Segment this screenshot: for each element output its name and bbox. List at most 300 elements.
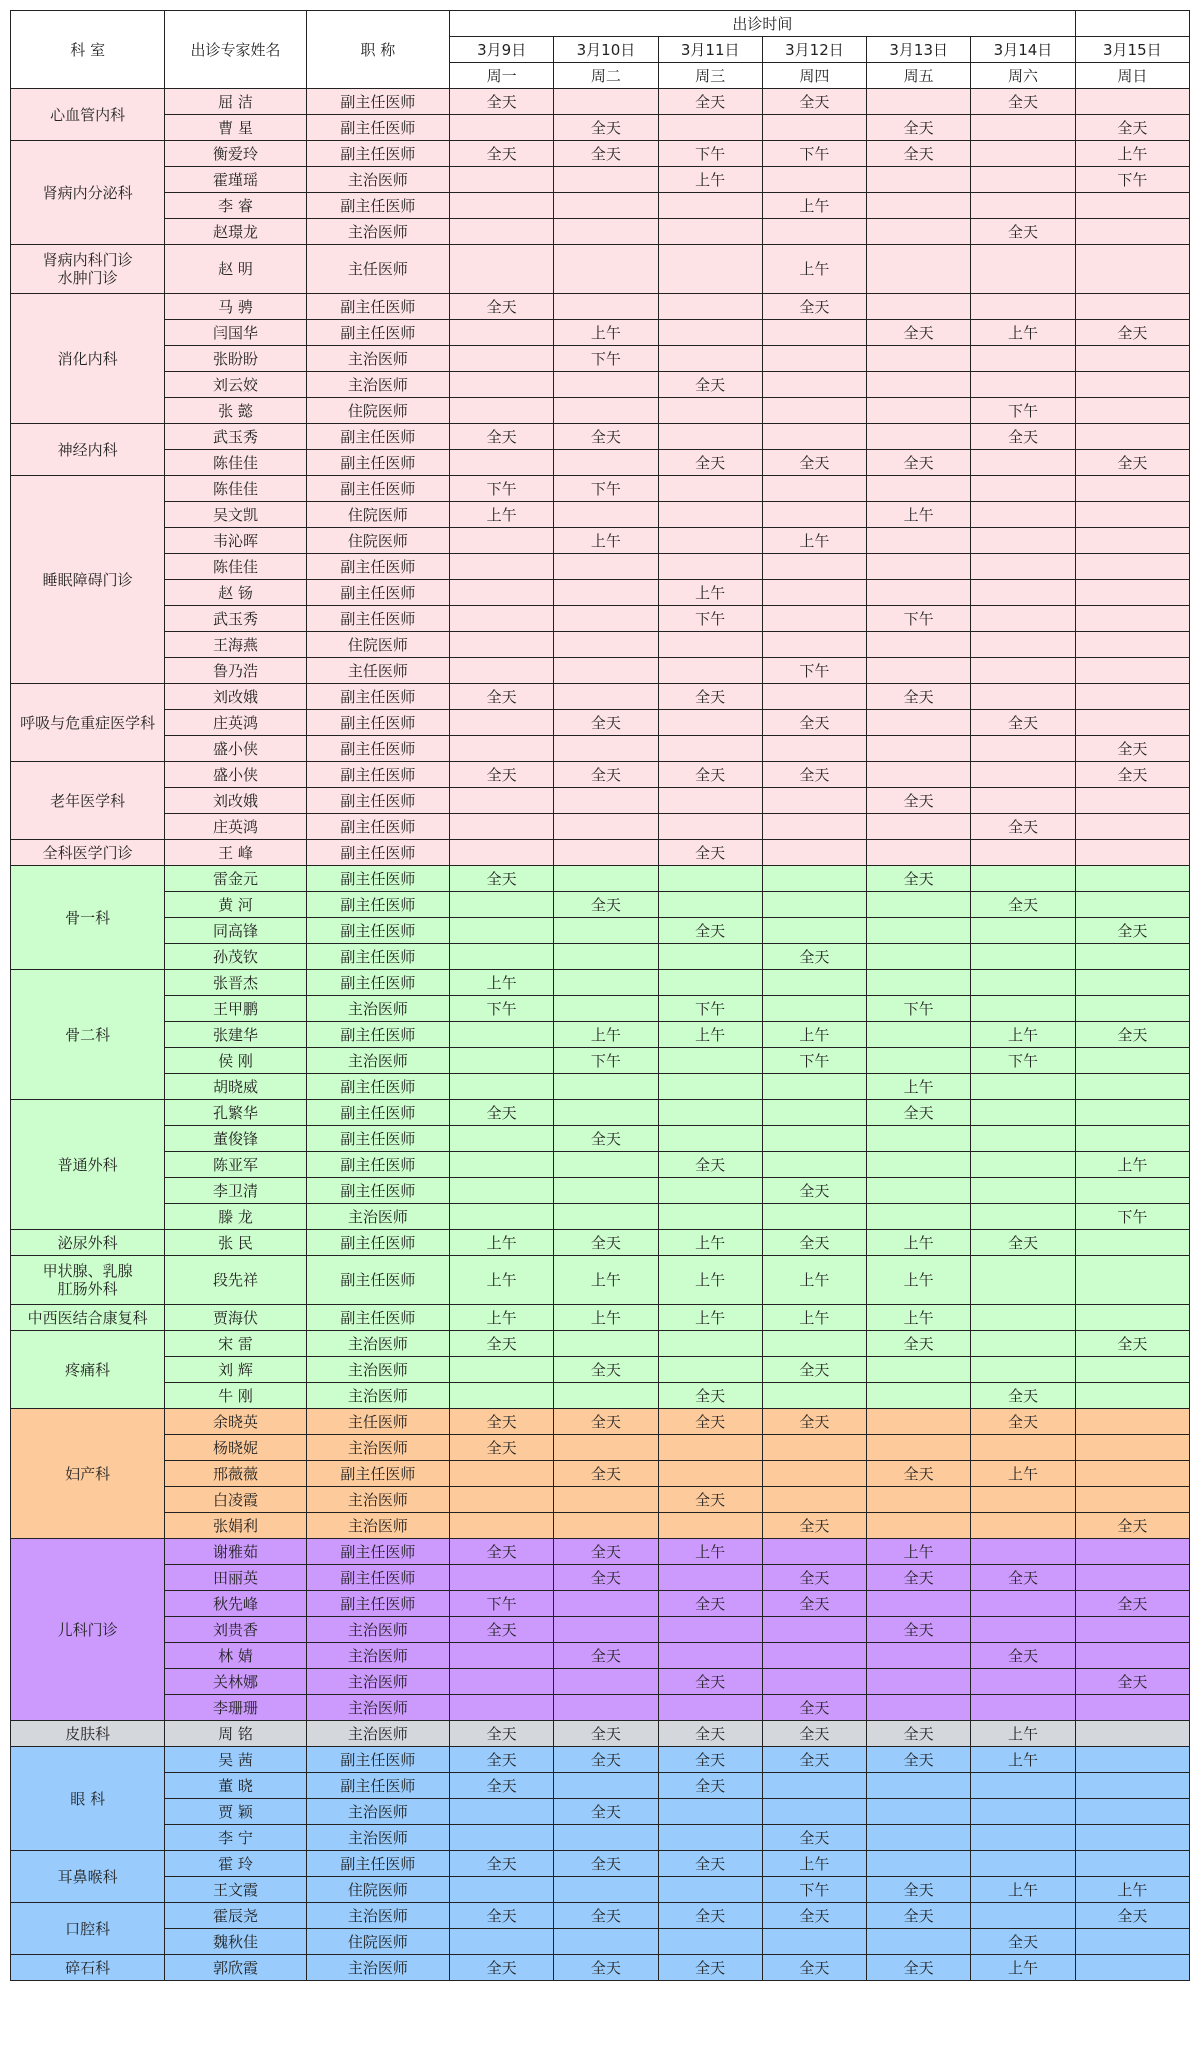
schedule-cell — [658, 970, 762, 996]
doctor-name-cell: 吴文凯 — [165, 502, 306, 528]
weekday-header: 周五 — [867, 63, 971, 89]
schedule-cell — [971, 1773, 1075, 1799]
doctor-title-cell: 副主任医师 — [306, 1256, 449, 1305]
doctor-title-cell: 副主任医师 — [306, 424, 449, 450]
table-row — [11, 710, 1190, 736]
schedule-cell: 上午 — [971, 1022, 1075, 1048]
schedule-cell — [971, 1152, 1075, 1178]
schedule-cell: 全天 — [1075, 320, 1189, 346]
schedule-cell: 上午 — [971, 1955, 1075, 1981]
schedule-cell: 全天 — [450, 89, 554, 115]
schedule-cell: 下午 — [658, 141, 762, 167]
date-header: 3月14日 — [971, 37, 1075, 63]
schedule-cell: 下午 — [1075, 1204, 1189, 1230]
schedule-cell — [1075, 372, 1189, 398]
department-cell: 妇产科 — [11, 1409, 165, 1539]
schedule-cell: 全天 — [1075, 1669, 1189, 1695]
schedule-cell — [971, 1100, 1075, 1126]
schedule-cell — [1075, 1074, 1189, 1100]
table-row — [11, 193, 1190, 219]
schedule-cell — [762, 1383, 866, 1409]
doctor-title-cell: 住院医师 — [306, 502, 449, 528]
department-cell: 睡眠障碍门诊 — [11, 476, 165, 684]
schedule-cell — [867, 970, 971, 996]
schedule-cell — [658, 1435, 762, 1461]
schedule-cell: 全天 — [1075, 1022, 1189, 1048]
schedule-cell — [762, 788, 866, 814]
table-row — [11, 1643, 1190, 1669]
table-row — [11, 1152, 1190, 1178]
schedule-cell — [450, 918, 554, 944]
schedule-cell — [762, 632, 866, 658]
doctor-name-cell: 刘云姣 — [165, 372, 306, 398]
doctor-name-cell: 张盼盼 — [165, 346, 306, 372]
schedule-cell — [658, 115, 762, 141]
schedule-cell — [450, 788, 554, 814]
schedule-cell — [971, 1204, 1075, 1230]
schedule-cell — [1075, 606, 1189, 632]
doctor-name-cell: 贾海伏 — [165, 1305, 306, 1331]
schedule-cell — [450, 398, 554, 424]
schedule-cell — [867, 632, 971, 658]
schedule-cell: 下午 — [762, 1048, 866, 1074]
schedule-cell — [971, 736, 1075, 762]
schedule-cell — [762, 1074, 866, 1100]
doctor-title-cell: 主治医师 — [306, 1643, 449, 1669]
schedule-cell: 下午 — [450, 476, 554, 502]
schedule-cell: 全天 — [762, 1825, 866, 1851]
doctor-title-cell: 副主任医师 — [306, 710, 449, 736]
table-header — [11, 11, 1190, 89]
schedule-cell — [450, 1877, 554, 1903]
schedule-cell — [1075, 1230, 1189, 1256]
doctor-name-cell: 霍瑾瑶 — [165, 167, 306, 193]
doctor-name-cell: 同高锋 — [165, 918, 306, 944]
schedule-cell — [971, 294, 1075, 320]
schedule-cell — [450, 554, 554, 580]
schedule-cell: 全天 — [971, 1643, 1075, 1669]
schedule-cell — [554, 1929, 658, 1955]
schedule-cell — [1075, 424, 1189, 450]
schedule-cell — [1075, 1825, 1189, 1851]
schedule-cell — [971, 1539, 1075, 1565]
doctor-name-cell: 黄 河 — [165, 892, 306, 918]
doctor-name-cell: 谢雅茹 — [165, 1539, 306, 1565]
table-row — [11, 1669, 1190, 1695]
table-row — [11, 1048, 1190, 1074]
schedule-cell — [762, 219, 866, 245]
department-cell: 皮肤科 — [11, 1721, 165, 1747]
schedule-cell — [554, 294, 658, 320]
schedule-cell — [867, 1825, 971, 1851]
doctor-name-cell: 庄英鸿 — [165, 710, 306, 736]
department-cell: 消化内科 — [11, 294, 165, 424]
doctor-name-cell: 余晓英 — [165, 1409, 306, 1435]
schedule-cell: 全天 — [554, 424, 658, 450]
doctor-name-cell: 刘改娥 — [165, 684, 306, 710]
date-header: 3月13日 — [867, 37, 971, 63]
schedule-cell: 下午 — [762, 658, 866, 684]
schedule-cell — [450, 632, 554, 658]
table-row — [11, 1877, 1190, 1903]
doctor-title-cell: 副主任医师 — [306, 970, 449, 996]
schedule-cell — [450, 840, 554, 866]
schedule-cell — [450, 710, 554, 736]
schedule-cell — [971, 193, 1075, 219]
schedule-cell — [1075, 814, 1189, 840]
dept-column-header: 科 室 — [11, 11, 165, 89]
schedule-cell — [554, 606, 658, 632]
schedule-cell — [971, 658, 1075, 684]
schedule-cell: 上午 — [658, 1305, 762, 1331]
schedule-cell: 下午 — [450, 1591, 554, 1617]
schedule-cell — [450, 1643, 554, 1669]
doctor-name-cell: 刘 辉 — [165, 1357, 306, 1383]
doctor-name-cell: 王甲鹏 — [165, 996, 306, 1022]
schedule-cell — [450, 1825, 554, 1851]
table-row — [11, 1617, 1190, 1643]
schedule-cell — [1075, 1461, 1189, 1487]
doctor-name-cell: 杨晓妮 — [165, 1435, 306, 1461]
department-cell: 老年医学科 — [11, 762, 165, 840]
schedule-cell — [971, 1487, 1075, 1513]
schedule-cell: 上午 — [450, 1256, 554, 1305]
schedule-cell: 全天 — [554, 1230, 658, 1256]
schedule-cell — [971, 1591, 1075, 1617]
table-body — [11, 89, 1190, 1981]
doctor-title-cell: 主治医师 — [306, 1721, 449, 1747]
schedule-cell: 全天 — [1075, 1591, 1189, 1617]
schedule-cell — [554, 450, 658, 476]
schedule-cell: 下午 — [762, 141, 866, 167]
doctor-name-cell: 田丽英 — [165, 1565, 306, 1591]
schedule-cell: 下午 — [554, 476, 658, 502]
schedule-cell: 全天 — [867, 450, 971, 476]
schedule-cell: 全天 — [762, 89, 866, 115]
schedule-cell — [762, 1461, 866, 1487]
schedule-cell: 全天 — [867, 866, 971, 892]
schedule-cell — [658, 502, 762, 528]
department-cell: 疼痛科 — [11, 1331, 165, 1409]
doctor-title-cell: 副主任医师 — [306, 141, 449, 167]
doctor-name-cell: 董俊锋 — [165, 1126, 306, 1152]
schedule-cell — [1075, 1126, 1189, 1152]
schedule-cell: 全天 — [450, 762, 554, 788]
schedule-cell — [971, 970, 1075, 996]
schedule-cell — [554, 1100, 658, 1126]
schedule-cell: 上午 — [867, 1074, 971, 1100]
schedule-cell — [554, 1074, 658, 1100]
table-row — [11, 1461, 1190, 1487]
schedule-cell: 全天 — [867, 1903, 971, 1929]
schedule-cell — [762, 1331, 866, 1357]
schedule-cell — [867, 1591, 971, 1617]
doctor-title-cell: 主治医师 — [306, 1048, 449, 1074]
schedule-cell — [1075, 944, 1189, 970]
doctor-name-cell: 张 民 — [165, 1230, 306, 1256]
schedule-cell: 全天 — [450, 424, 554, 450]
schedule-cell: 全天 — [554, 1565, 658, 1591]
doctor-name-cell: 贾 颖 — [165, 1799, 306, 1825]
table-row — [11, 398, 1190, 424]
schedule-cell — [1075, 89, 1189, 115]
schedule-cell: 全天 — [867, 1565, 971, 1591]
schedule-cell: 上午 — [554, 1256, 658, 1305]
doctor-name-cell: 段先祥 — [165, 1256, 306, 1305]
schedule-cell — [867, 918, 971, 944]
doctor-name-cell: 赵 明 — [165, 245, 306, 294]
table-row — [11, 1747, 1190, 1773]
schedule-cell: 上午 — [658, 1230, 762, 1256]
schedule-cell — [867, 1695, 971, 1721]
schedule-cell — [867, 658, 971, 684]
schedule-cell — [762, 398, 866, 424]
schedule-cell — [971, 167, 1075, 193]
doctor-title-cell: 副主任医师 — [306, 1126, 449, 1152]
schedule-cell: 全天 — [762, 1747, 866, 1773]
schedule-cell — [971, 476, 1075, 502]
schedule-cell — [658, 528, 762, 554]
schedule-cell — [658, 866, 762, 892]
schedule-cell — [1075, 554, 1189, 580]
schedule-cell — [971, 580, 1075, 606]
schedule-cell — [658, 398, 762, 424]
schedule-cell — [867, 1048, 971, 1074]
doctor-name-cell: 宋 雷 — [165, 1331, 306, 1357]
schedule-cell: 下午 — [867, 606, 971, 632]
doctor-title-cell: 副主任医师 — [306, 1539, 449, 1565]
schedule-cell — [658, 294, 762, 320]
department-cell: 呼吸与危重症医学科 — [11, 684, 165, 762]
schedule-cell: 全天 — [450, 1903, 554, 1929]
schedule-cell — [867, 1357, 971, 1383]
schedule-cell — [554, 1513, 658, 1539]
schedule-cell — [1075, 580, 1189, 606]
schedule-cell: 上午 — [450, 970, 554, 996]
schedule-cell: 全天 — [762, 1721, 866, 1747]
schedule-cell — [450, 580, 554, 606]
schedule-cell — [971, 1074, 1075, 1100]
schedule-cell — [971, 788, 1075, 814]
schedule-cell — [971, 1695, 1075, 1721]
schedule-cell: 全天 — [658, 684, 762, 710]
doctor-name-cell: 林 婧 — [165, 1643, 306, 1669]
doctor-title-cell: 住院医师 — [306, 632, 449, 658]
doctor-name-cell: 孔繁华 — [165, 1100, 306, 1126]
schedule-cell: 全天 — [1075, 1513, 1189, 1539]
schedule-cell — [867, 710, 971, 736]
schedule-cell — [762, 1799, 866, 1825]
doctor-name-cell: 盛小侠 — [165, 736, 306, 762]
schedule-cell — [554, 944, 658, 970]
doctor-name-cell: 关林娜 — [165, 1669, 306, 1695]
schedule-cell — [1075, 684, 1189, 710]
schedule-cell — [1075, 245, 1189, 294]
schedule-cell: 全天 — [1075, 736, 1189, 762]
schedule-cell — [1075, 710, 1189, 736]
doctor-name-cell: 李卫清 — [165, 1178, 306, 1204]
schedule-cell — [1075, 1383, 1189, 1409]
schedule-cell: 全天 — [450, 1747, 554, 1773]
table-row — [11, 1204, 1190, 1230]
doctor-name-cell: 雷金元 — [165, 866, 306, 892]
schedule-cell — [971, 1126, 1075, 1152]
schedule-cell: 上午 — [867, 1230, 971, 1256]
doctor-title-cell: 副主任医师 — [306, 814, 449, 840]
schedule-cell: 全天 — [450, 1409, 554, 1435]
schedule-cell — [450, 606, 554, 632]
schedule-cell — [450, 1929, 554, 1955]
schedule-cell: 上午 — [971, 320, 1075, 346]
schedule-cell: 全天 — [554, 892, 658, 918]
schedule-cell — [554, 89, 658, 115]
schedule-cell — [554, 918, 658, 944]
schedule-cell — [450, 1799, 554, 1825]
schedule-cell — [762, 502, 866, 528]
department-cell: 甲状腺、乳腺 肛肠外科 — [11, 1256, 165, 1305]
schedule-cell: 全天 — [867, 1100, 971, 1126]
schedule-cell — [762, 1152, 866, 1178]
schedule-cell — [450, 1022, 554, 1048]
schedule-cell — [971, 1305, 1075, 1331]
schedule-cell — [658, 1825, 762, 1851]
schedule-cell — [971, 1825, 1075, 1851]
schedule-cell — [658, 1048, 762, 1074]
schedule-cell — [554, 1825, 658, 1851]
table-row — [11, 658, 1190, 684]
schedule-cell — [554, 1773, 658, 1799]
doctor-title-cell: 主治医师 — [306, 167, 449, 193]
doctor-title-cell: 主治医师 — [306, 1617, 449, 1643]
schedule-cell — [762, 1100, 866, 1126]
weekday-header: 周日 — [1075, 63, 1189, 89]
table-row — [11, 1126, 1190, 1152]
schedule-cell — [867, 219, 971, 245]
schedule-cell — [971, 606, 1075, 632]
doctor-title-cell: 副主任医师 — [306, 554, 449, 580]
schedule-cell — [658, 1513, 762, 1539]
schedule-cell — [554, 502, 658, 528]
table-row — [11, 1022, 1190, 1048]
schedule-cell — [658, 193, 762, 219]
schedule-cell — [1075, 346, 1189, 372]
schedule-cell: 下午 — [658, 996, 762, 1022]
schedule-cell: 全天 — [658, 1747, 762, 1773]
schedule-cell: 全天 — [658, 372, 762, 398]
schedule-cell: 全天 — [450, 141, 554, 167]
schedule-cell — [867, 1487, 971, 1513]
schedule-cell — [867, 762, 971, 788]
doctor-name-cell: 李 睿 — [165, 193, 306, 219]
schedule-cell — [762, 684, 866, 710]
schedule-cell — [450, 1204, 554, 1230]
schedule-cell — [762, 580, 866, 606]
doctor-title-cell: 主治医师 — [306, 1955, 449, 1981]
schedule-cell: 全天 — [450, 1331, 554, 1357]
doctor-title-cell: 副主任医师 — [306, 193, 449, 219]
schedule-cell — [971, 918, 1075, 944]
schedule-cell: 全天 — [658, 89, 762, 115]
doctor-title-cell: 副主任医师 — [306, 1591, 449, 1617]
date-header: 3月15日 — [1075, 37, 1189, 63]
schedule-cell: 上午 — [554, 320, 658, 346]
doctor-title-cell: 副主任医师 — [306, 918, 449, 944]
schedule-cell — [1075, 1695, 1189, 1721]
schedule-cell: 全天 — [554, 1955, 658, 1981]
table-row — [11, 320, 1190, 346]
doctor-name-cell: 韦沁晖 — [165, 528, 306, 554]
doctor-title-cell: 副主任医师 — [306, 1178, 449, 1204]
weekday-header: 周四 — [762, 63, 866, 89]
schedule-header: 出诊时间 — [450, 11, 1076, 37]
department-cell: 骨二科 — [11, 970, 165, 1100]
doctor-name-cell: 孙茂钦 — [165, 944, 306, 970]
doctor-title-cell: 副主任医师 — [306, 1100, 449, 1126]
department-cell: 儿科门诊 — [11, 1539, 165, 1721]
schedule-cell — [658, 1126, 762, 1152]
schedule-cell — [971, 528, 1075, 554]
schedule-cell — [450, 167, 554, 193]
schedule-cell — [867, 528, 971, 554]
schedule-cell — [1075, 1539, 1189, 1565]
schedule-cell — [971, 840, 1075, 866]
schedule-cell: 全天 — [762, 1230, 866, 1256]
table-row — [11, 1435, 1190, 1461]
schedule-cell: 全天 — [554, 1721, 658, 1747]
schedule-cell: 上午 — [762, 193, 866, 219]
schedule-cell — [658, 1461, 762, 1487]
schedule-cell — [1075, 1773, 1189, 1799]
schedule-cell — [1075, 1305, 1189, 1331]
schedule-cell: 下午 — [971, 1048, 1075, 1074]
schedule-cell — [554, 554, 658, 580]
table-row — [11, 528, 1190, 554]
schedule-cell — [658, 1074, 762, 1100]
schedule-cell — [450, 219, 554, 245]
schedule-cell — [762, 1204, 866, 1230]
schedule-cell — [554, 219, 658, 245]
schedule-cell: 全天 — [1075, 1331, 1189, 1357]
schedule-cell — [867, 1643, 971, 1669]
doctor-name-cell: 张建华 — [165, 1022, 306, 1048]
schedule-cell: 全天 — [554, 1357, 658, 1383]
schedule-cell — [450, 1126, 554, 1152]
schedule-cell — [867, 1152, 971, 1178]
department-cell: 神经内科 — [11, 424, 165, 476]
schedule-cell — [554, 684, 658, 710]
schedule-cell — [762, 1643, 866, 1669]
schedule-cell — [867, 814, 971, 840]
doctor-title-cell: 主治医师 — [306, 1669, 449, 1695]
schedule-cell: 全天 — [762, 710, 866, 736]
schedule-cell — [450, 1487, 554, 1513]
schedule-cell — [450, 320, 554, 346]
schedule-cell: 上午 — [554, 528, 658, 554]
doctor-name-cell: 陈亚军 — [165, 1152, 306, 1178]
schedule-cell — [762, 814, 866, 840]
schedule-cell — [1075, 1565, 1189, 1591]
table-row — [11, 632, 1190, 658]
schedule-cell — [658, 1178, 762, 1204]
schedule-cell — [450, 1357, 554, 1383]
table-row — [11, 1773, 1190, 1799]
schedule-cell — [971, 762, 1075, 788]
schedule-cell — [971, 1799, 1075, 1825]
doctor-title-cell: 副主任医师 — [306, 1152, 449, 1178]
schedule-cell — [1075, 788, 1189, 814]
doctor-name-cell: 陈佳佳 — [165, 554, 306, 580]
schedule-cell: 全天 — [971, 1929, 1075, 1955]
